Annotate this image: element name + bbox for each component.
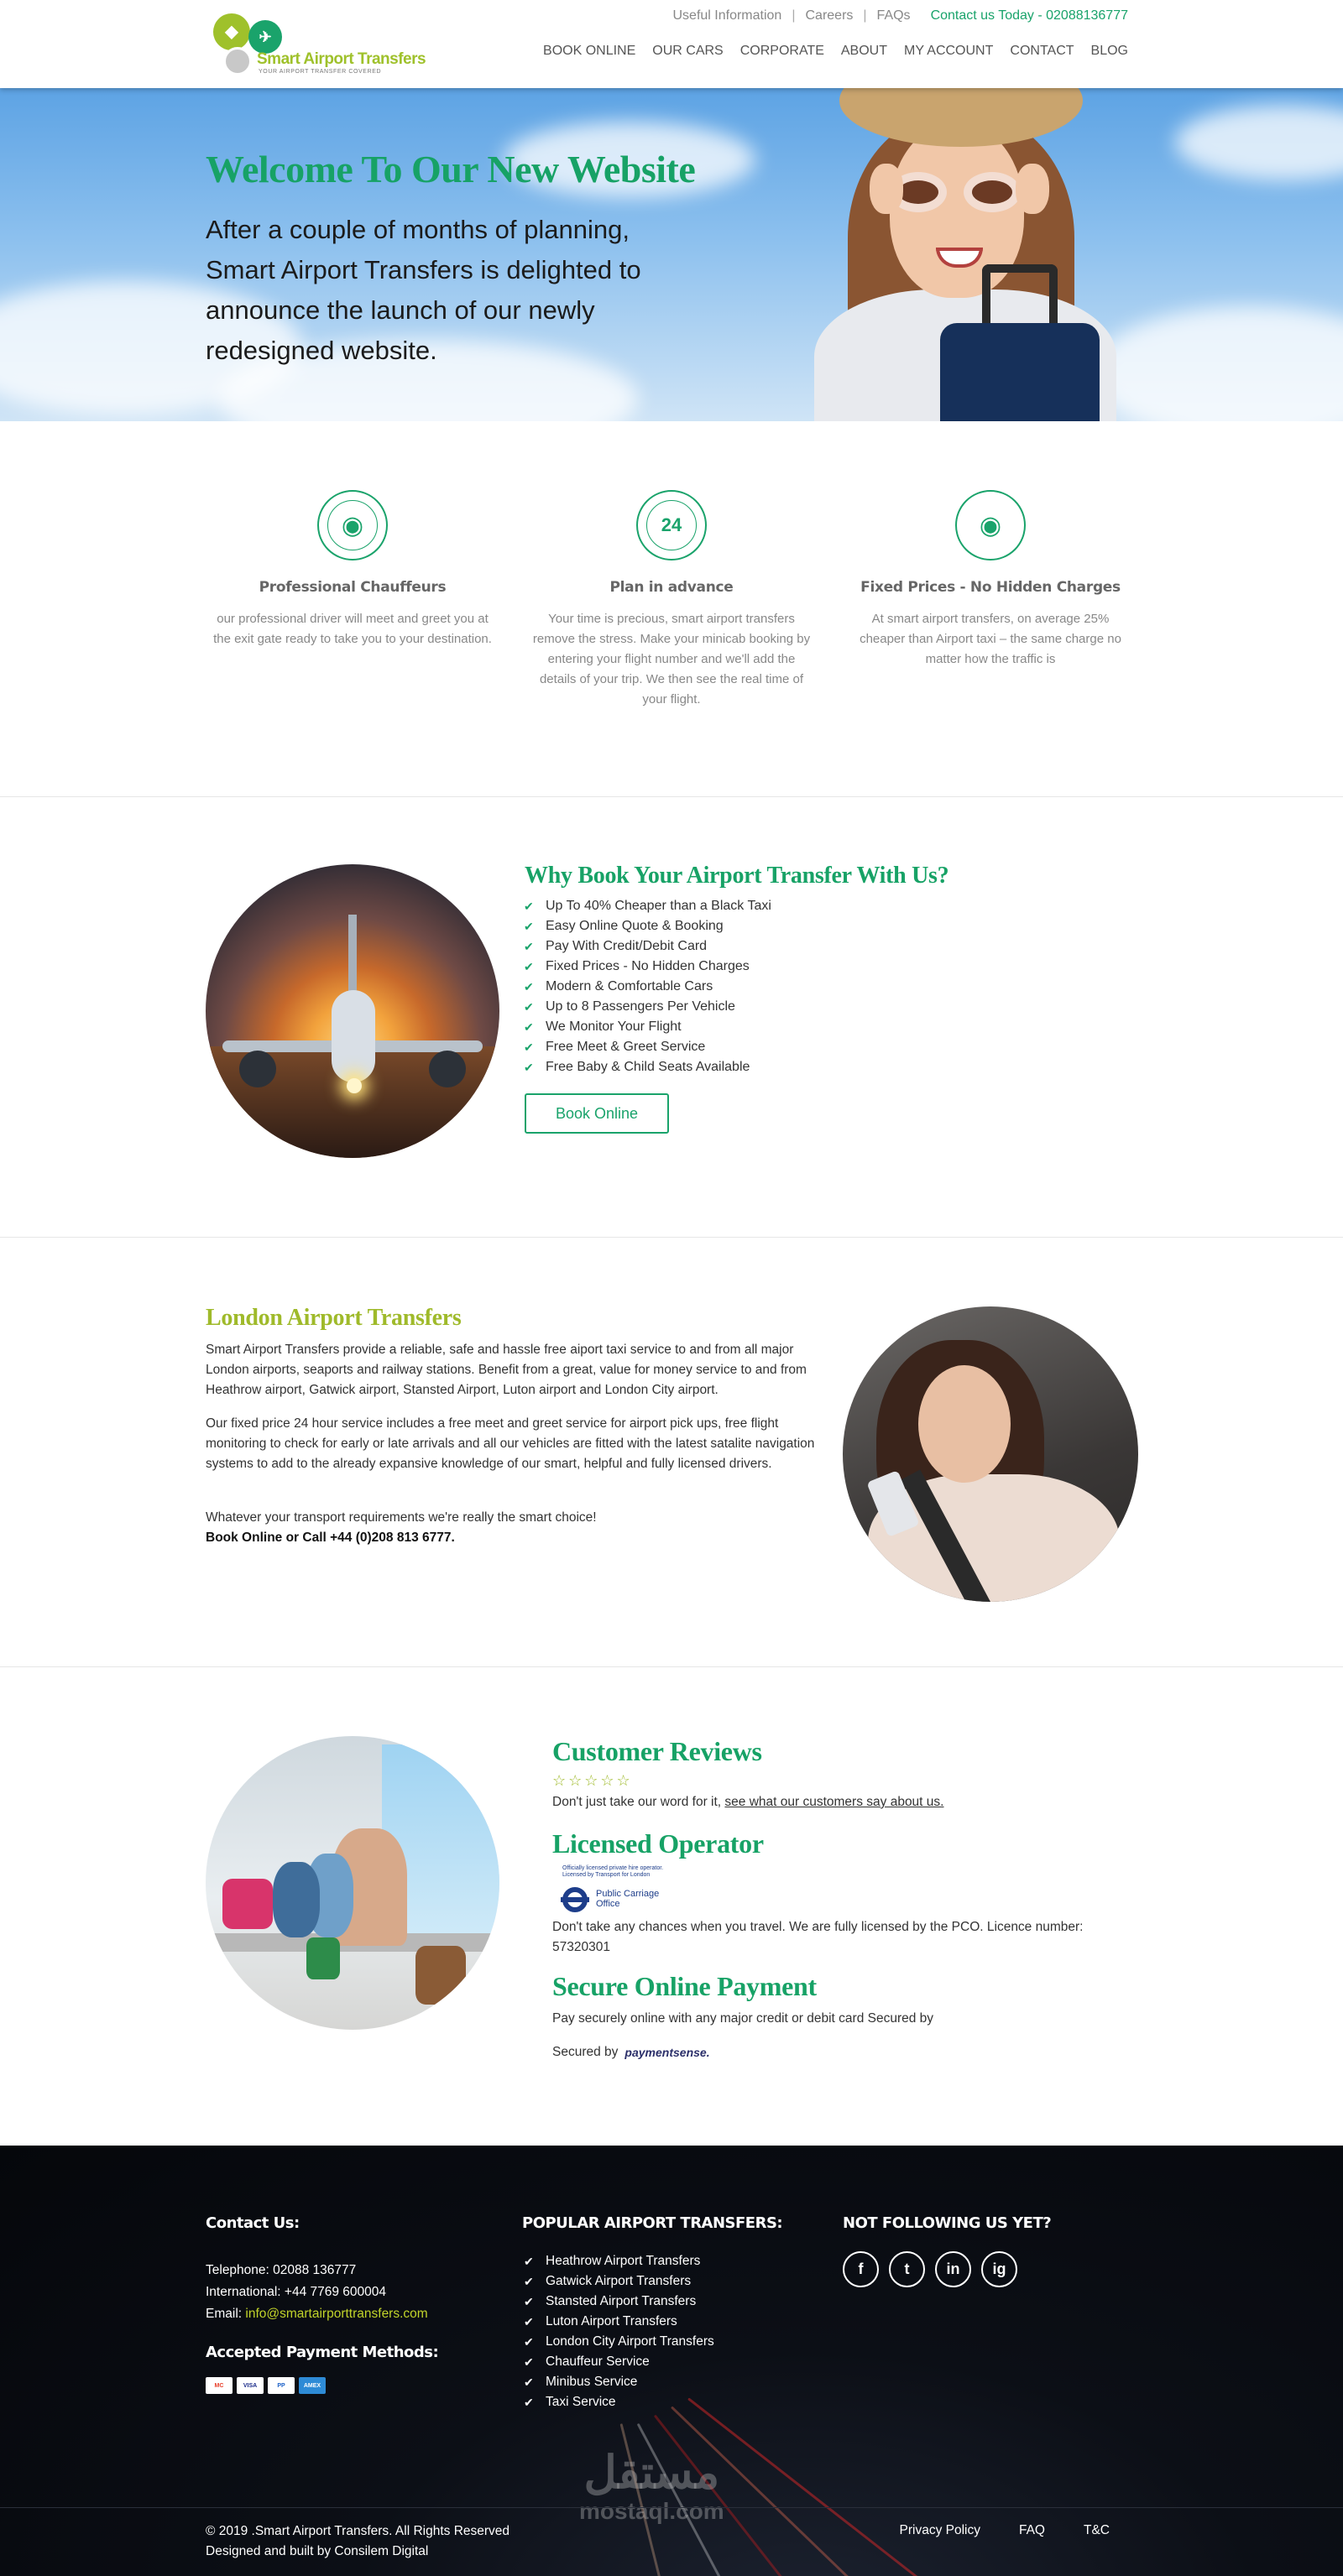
faq-link[interactable]: FAQ	[1018, 2523, 1045, 2537]
list-item: ✔ Pay With Credit/Debit Card	[522, 936, 771, 957]
london-paragraph-3: Whatever your transport requirements we're really the smart choice!	[206, 1510, 597, 1525]
family-airport-image	[206, 1736, 499, 2030]
nav-about[interactable]: ABOUT	[840, 44, 887, 58]
footer-link-chauffeur[interactable]: ✔ Chauffeur Service	[522, 2352, 714, 2372]
paymentsense-logo: paymentsense.	[624, 2046, 710, 2059]
privacy-policy-link[interactable]: Privacy Policy	[899, 2523, 980, 2537]
footer-link-london-city[interactable]: ✔ London City Airport Transfers	[522, 2332, 714, 2352]
linkedin-icon[interactable]: in	[935, 2251, 971, 2287]
footer-link-taxi[interactable]: ✔ Taxi Service	[522, 2392, 714, 2412]
benefits-list	[522, 896, 771, 1077]
paypal-icon: PP	[268, 2377, 295, 2394]
pco-label: Public Carriage Office	[596, 1889, 660, 1909]
london-title: London Airport Transfers	[206, 1305, 462, 1331]
top-link-careers[interactable]: Careers	[805, 8, 854, 23]
list-item: ✔ Modern & Comfortable Cars	[522, 977, 771, 997]
why-title: Why Book Your Airport Transfer With Us?	[525, 863, 949, 889]
hero-banner	[0, 88, 1343, 421]
list-item: ✔ Easy Online Quote & Booking	[522, 916, 771, 936]
logo-name: Smart Airport Transfers	[257, 50, 426, 68]
airplane-image	[206, 864, 499, 1158]
nav-corporate[interactable]: CORPORATE	[739, 44, 824, 58]
top-link-useful-information[interactable]: Useful Information	[672, 8, 782, 23]
feature-professional-chauffeurs	[210, 490, 495, 649]
footer-link-gatwick[interactable]: ✔ Gatwick Airport Transfers	[522, 2271, 714, 2292]
site-header	[0, 0, 1343, 88]
steering-wheel-icon: ◉	[317, 490, 388, 561]
customer-reviews-title: Customer Reviews	[552, 1736, 762, 1766]
payment-cards	[206, 2377, 326, 2394]
footer-link-luton[interactable]: ✔ Luton Airport Transfers	[522, 2312, 714, 2332]
email-link[interactable]: info@smartairporttransfers.com	[245, 2307, 428, 2321]
international-phone[interactable]: International: +44 7769 600004	[206, 2285, 387, 2299]
logo-plane-icon: ✈	[248, 20, 282, 54]
footer-link-heathrow[interactable]: ✔ Heathrow Airport Transfers	[522, 2251, 714, 2271]
top-bar	[662, 8, 1128, 23]
list-item: ✔ We Monitor Your Flight	[522, 1017, 771, 1037]
pco-small-text: Officially licensed private hire operator. Licensed by Transport for London	[562, 1865, 664, 1878]
reviews-text: Don't just take our word for it, see what our customers say about us.	[552, 1795, 944, 1809]
hero-text: After a couple of months of planning, Smart Airport Transfers is delighted to announce the launch of our newly redesigned website.	[206, 215, 641, 365]
list-item: ✔ Free Baby & Child Seats Available	[522, 1057, 771, 1077]
social-title: NOT FOLLOWING US YET?	[843, 2214, 1052, 2232]
site-logo[interactable]	[210, 10, 426, 77]
feature-title: Fixed Prices - No Hidden Charges	[860, 579, 1121, 596]
main-nav	[543, 44, 1128, 59]
secured-by: Secured by paymentsense.	[552, 2045, 710, 2059]
divider: |	[863, 8, 867, 23]
instagram-icon[interactable]: ig	[981, 2251, 1017, 2287]
feature-title: Professional Chauffeurs	[259, 579, 447, 596]
london-transfers-section	[0, 1238, 1343, 1667]
designer-credit[interactable]: Designed and built by Consilem Digital	[206, 2544, 429, 2558]
list-item: ✔ Up to 8 Passengers Per Vehicle	[522, 997, 771, 1017]
amex-icon: AMEX	[299, 2377, 326, 2394]
book-online-button[interactable]: Book Online	[525, 1093, 669, 1134]
feature-fixed-prices	[848, 490, 1133, 670]
cloud	[1175, 105, 1343, 180]
nav-contact[interactable]: CONTACT	[1010, 44, 1074, 58]
copyright: © 2019 .Smart Airport Transfers. All Rights Reserved Designed and built by Consilem Digital	[206, 2521, 510, 2562]
london-paragraph-1: Smart Airport Transfers provide a reliable, safe and hassle free aiport taxi service to and from all major London airports, seaports and railway stations. Benefit from a great, value for money service to and from Heathrow airport, Gatwick airport, Stansted Airport, Luton airport and London City airport.	[206, 1343, 807, 1397]
suitcase	[940, 323, 1100, 421]
tfl-roundel-icon	[562, 1887, 588, 1912]
clock-24-icon: 24	[636, 490, 707, 561]
list-item: ✔ Up To 40% Cheaper than a Black Taxi	[522, 896, 771, 916]
feature-plan-in-advance	[529, 490, 814, 710]
footer-link-minibus[interactable]: ✔ Minibus Service	[522, 2372, 714, 2392]
piggy-bank-icon: ◉	[955, 490, 1026, 561]
feature-text: At smart airport transfers, on average 25% cheaper than Airport taxi – the same charge no matter how the traffic is	[860, 612, 1121, 666]
call-to-action-phone[interactable]: Book Online or Call +44 (0)208 813 6777.	[206, 1530, 455, 1545]
why-book-section	[0, 797, 1343, 1238]
popular-transfers-list	[522, 2251, 714, 2412]
features-section	[0, 421, 1343, 797]
nav-my-account[interactable]: MY ACCOUNT	[904, 44, 994, 58]
rating-stars: ☆☆☆☆☆	[552, 1772, 633, 1789]
customer-reviews-link[interactable]: see what our customers say about us.	[724, 1795, 944, 1809]
social-links	[843, 2251, 1017, 2287]
list-item: ✔ Free Meet & Greet Service	[522, 1037, 771, 1057]
contact-phone-link[interactable]: Contact us Today - 02088136777	[930, 8, 1128, 23]
hero-woman-image	[789, 88, 1142, 421]
mostaql-watermark: مستقل mostaql.com	[579, 2448, 724, 2524]
twitter-icon[interactable]: t	[889, 2251, 925, 2287]
woman-phone-image	[843, 1306, 1138, 1602]
top-link-faqs[interactable]: FAQs	[876, 8, 911, 23]
list-item: ✔ Fixed Prices - No Hidden Charges	[522, 957, 771, 977]
reviews-section	[0, 1667, 1343, 2146]
nav-our-cars[interactable]: OUR CARS	[652, 44, 724, 58]
licensed-operator-title: Licensed Operator	[552, 1828, 764, 1859]
licensed-text: Don't take any chances when you travel. We are fully licensed by the PCO. Licence number: 57320301	[552, 1920, 1084, 1954]
contact-title: Contact Us:	[206, 2214, 300, 2232]
contact-details: Telephone: 02088 136777 International: +44 7769 600004 Email: info@smartairporttransfers.com	[206, 2260, 428, 2325]
terms-link[interactable]: T&C	[1084, 2523, 1110, 2537]
mastercard-icon: MC	[206, 2377, 233, 2394]
popular-transfers-title: POPULAR AIRPORT TRANSFERS:	[522, 2214, 783, 2232]
london-paragraph-2: Our fixed price 24 hour service includes a free meet and greet service for airport pick ups, free flight monitoring to check for early or late arrivals and all our vehicles are fitted with the latest satalite navigation systems to add to the already expansive knowledge of our smart, helpful and fully licensed drivers.	[206, 1416, 815, 1471]
divider: |	[792, 8, 796, 23]
logo-wheel-icon	[223, 47, 252, 76]
secure-payment-title: Secure Online Payment	[552, 1971, 817, 2001]
telephone[interactable]: Telephone: 02088 136777	[206, 2263, 357, 2277]
feature-title: Plan in advance	[609, 579, 734, 596]
feature-text: our professional driver will meet and greet you at the exit gate ready to take you to your destination.	[213, 612, 492, 646]
nav-book-online[interactable]: BOOK ONLINE	[543, 44, 636, 58]
facebook-icon[interactable]: f	[843, 2251, 879, 2287]
nav-blog[interactable]: BLOG	[1090, 44, 1128, 58]
logo-car-icon: ◆	[213, 13, 250, 50]
site-footer	[0, 2146, 1343, 2576]
footer-link-stansted[interactable]: ✔ Stansted Airport Transfers	[522, 2292, 714, 2312]
logo-tagline: YOUR AIRPORT TRANSFER COVERED	[259, 69, 382, 75]
visa-icon: VISA	[237, 2377, 264, 2394]
footer-bottom-bar	[0, 2507, 1343, 2576]
legal-links	[900, 2523, 1110, 2538]
payment-methods-title: Accepted Payment Methods:	[206, 2344, 439, 2361]
feature-text: Your time is precious, smart airport transfers remove the stress. Make your minicab booking by entering your flight number and we'll add the details of your trip. We then see the real time of your flight.	[532, 612, 811, 707]
secure-payment-text: Pay securely online with any major credit or debit card Secured by	[552, 2011, 934, 2026]
pco-badge	[562, 1865, 680, 1912]
hero-title: Welcome To Our New Website	[206, 148, 696, 190]
